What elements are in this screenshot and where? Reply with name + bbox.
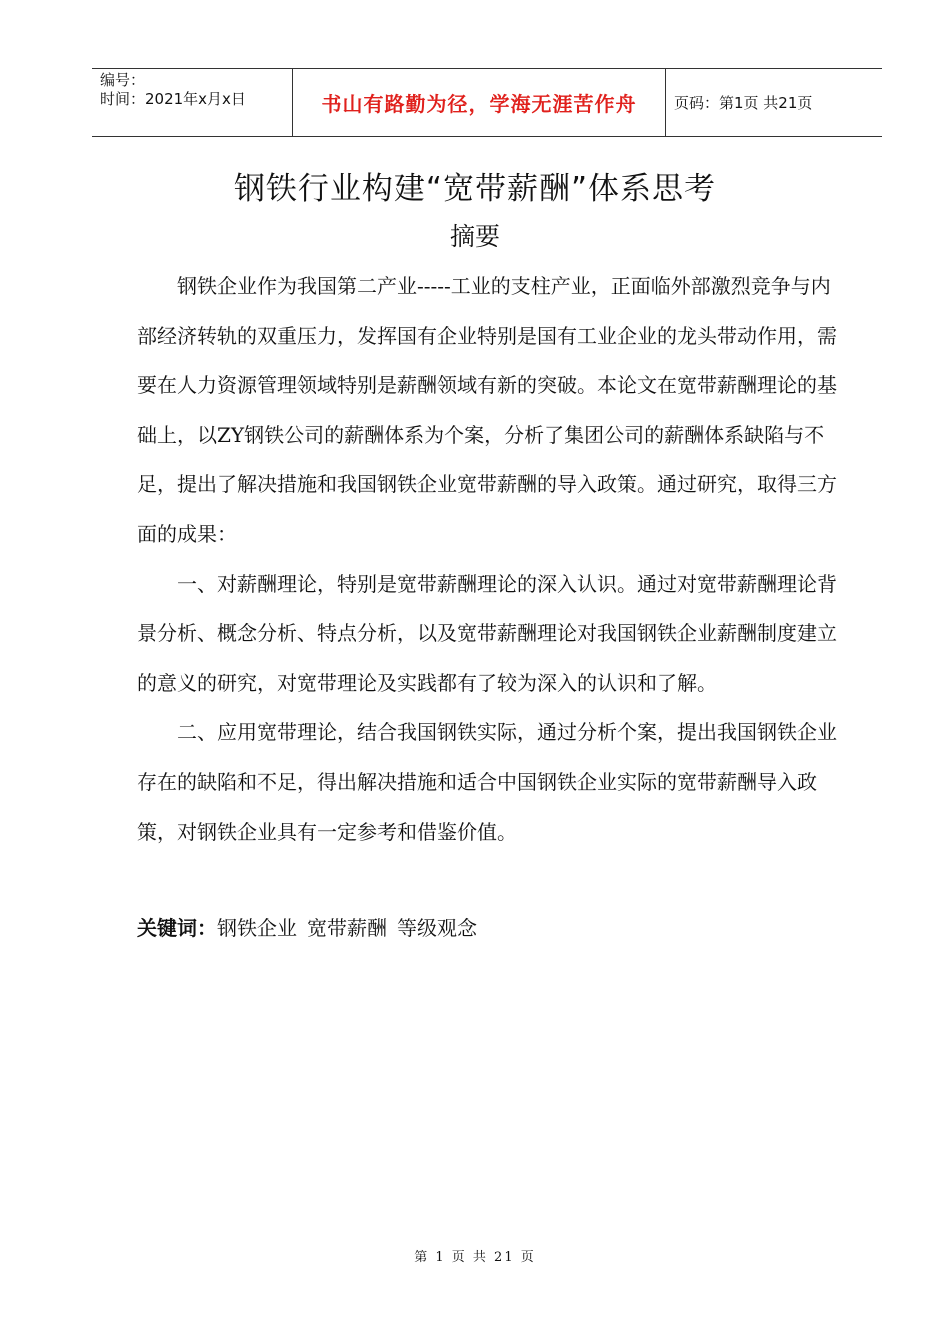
keyword: 等级观念 xyxy=(397,916,477,940)
page-header xyxy=(92,68,882,137)
keywords-label: 关键词： xyxy=(137,916,217,940)
page-footer: 第 1 页 共 21 页 xyxy=(414,1250,536,1265)
paragraph: 钢铁企业作为我国第二产业-----工业的支柱产业，正面临外部激烈竞争与内部经济转轨的双重压力，发挥国有企业特别是国有工业企业的龙头带动作用，需要在人力资源管理领域特别是薪酬领域有新的突破。本论文在宽带薪酬理论的基础上，以ZY钢铁公司的薪酬体系为个案，分析了集团公司的薪酬体系缺陷与不足，提出了解决措施和我国钢铁企业宽带薪酬的导入政策。通过研究，取得三方面的成果： xyxy=(137,274,837,546)
header-meta xyxy=(100,71,246,109)
document-body xyxy=(137,262,837,857)
document-subtitle: 摘要 xyxy=(449,222,500,251)
keywords-line xyxy=(137,912,487,941)
time-label: 时间：2021年x月x日 xyxy=(100,90,246,108)
header-motto: 书山有路勤为径，学海无涯苦作舟 xyxy=(321,92,637,116)
header-page-info: 页码：第1页 共21页 xyxy=(674,94,813,112)
keyword: 宽带薪酬 xyxy=(307,916,387,940)
header-divider xyxy=(665,69,666,136)
paragraph: 一、对薪酬理论，特别是宽带薪酬理论的深入认识。通过对宽带薪酬理论背景分析、概念分析、特点分析，以及宽带薪酬理论对我国钢铁企业薪酬制度建立的意义的研究，对宽带理论及实践都有了较为深入的认识和了解。 xyxy=(137,571,837,695)
number-label: 编号： xyxy=(100,71,146,89)
document-title: 钢铁行业构建“宽带薪酬”体系思考 xyxy=(233,171,717,207)
keyword: 钢铁企业 xyxy=(217,916,297,940)
paragraph: 二、应用宽带理论，结合我国钢铁实际，通过分析个案，提出我国钢铁企业存在的缺陷和不足，得出解决措施和适合中国钢铁企业实际的宽带薪酬导入政策，对钢铁企业具有一定参考和借鉴价值。 xyxy=(137,720,837,844)
